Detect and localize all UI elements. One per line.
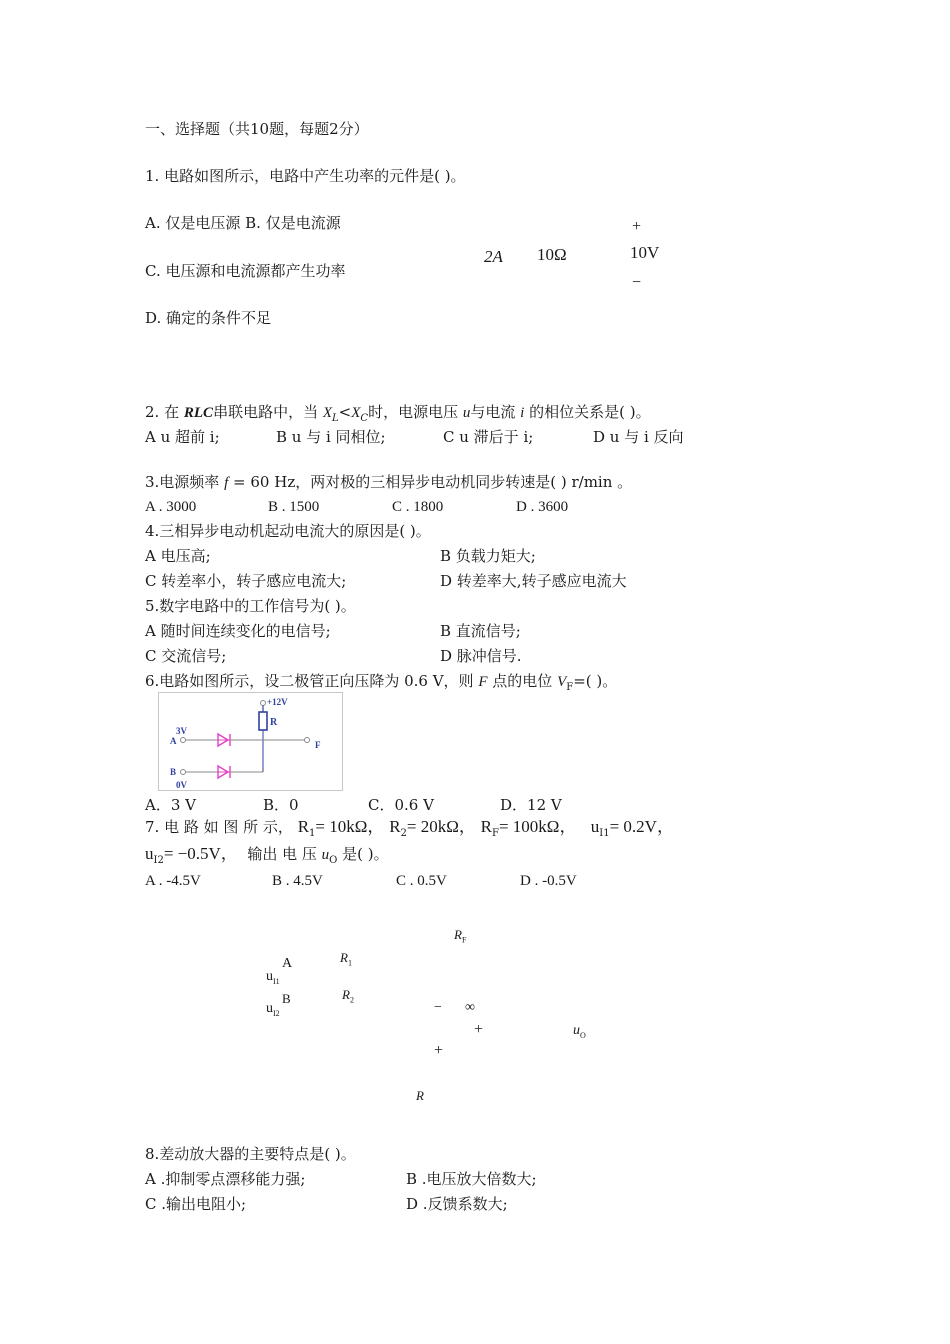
q2-option-c: C u 滞后于 i; (443, 428, 534, 446)
q2-stem-d: 与电流 (470, 403, 516, 421)
q7-stem-a: 7. 电 路 如 图 所 示， (145, 818, 293, 836)
q1-figure-minus: − (632, 274, 642, 291)
q2-xl: X (322, 405, 333, 421)
q7-option-c: C . 0.5V (396, 873, 447, 889)
q7-ui2-sub: I2 (153, 855, 164, 866)
q7-fig-rf-sub: F (461, 935, 467, 945)
q6-fig-a-label: A (170, 736, 177, 746)
q2-stem-c: 时，电源电压 (368, 403, 459, 421)
q6-fig-b-label: B (170, 767, 177, 777)
q7-fig-plus-out: + (474, 1021, 484, 1038)
q4-option-c: C 转差率小，转子感应电流大; (145, 572, 347, 590)
q2-xl-sub: L (332, 413, 339, 424)
q7-r1-sub: 1 (309, 828, 316, 839)
q7-fig-r: R (416, 1088, 424, 1103)
q7-fig-ui1-letter: u (266, 969, 273, 984)
q6-option-b: B．0 (263, 796, 299, 814)
q2-rlc: RLC (183, 405, 214, 421)
q7-stem-line1 (145, 818, 674, 843)
q7-ui1-sub: I1 (599, 828, 610, 839)
q7-rf-value: = 100kΩ， (498, 817, 577, 836)
q7-fig-r1-sub: 1 (347, 958, 352, 968)
q7-stem-c: 是( )。 (342, 845, 389, 863)
q3-stem (145, 473, 632, 492)
q7-r2-value: = 20kΩ， (406, 817, 476, 836)
q7-ui2: u (145, 844, 154, 863)
q7-fig-ui1 (266, 968, 280, 991)
q6-fig-3v-label: 3V (176, 726, 187, 736)
q7-uo: u (321, 847, 330, 863)
q6-fig-0v-label: 0V (176, 780, 187, 790)
q2-stem-a: 2. 在 (145, 403, 180, 421)
q7-ui2-value: = −0.5V， (163, 844, 238, 863)
q1-option-ab: A. 仅是电压源 B. 仅是电流源 (145, 214, 341, 232)
q7-fig-ui2-sub: I2 (273, 1008, 280, 1018)
q5-option-c: C 交流信号; (145, 647, 227, 665)
q7-fig-plus-in: + (434, 1042, 444, 1059)
q6-fig-f-label: F (315, 740, 321, 750)
q1-figure-voltage: 10V (630, 243, 660, 262)
q7-fig-r2 (342, 986, 354, 1010)
q5-option-b: B 直流信号; (440, 622, 521, 640)
q6-option-c: C．0.6 V (368, 796, 434, 814)
q7-option-b: B . 4.5V (272, 873, 323, 889)
q6-fig-vcc-label: +12V (267, 697, 288, 707)
q7-fig-rf-letter: R (454, 927, 462, 942)
q7-r2: R (389, 817, 401, 836)
q2-lt: < (338, 403, 352, 421)
q2-option-b: B u 与 i 同相位; (276, 428, 386, 446)
q1-figure-plus: + (632, 218, 642, 235)
q6-f: F (478, 674, 488, 690)
q4-option-a: A 电压高; (145, 547, 211, 565)
q5-stem: 5.数字电路中的工作信号为( )。 (145, 597, 356, 615)
q7-fig-ui2 (266, 1000, 280, 1023)
q7-fig-uo-sub: O (580, 1030, 586, 1040)
q7-fig-r1-letter: R (340, 950, 348, 965)
q6-option-d: D．12 V (500, 796, 562, 814)
q6-stem-a: 6.电路如图所示，设二极管正向压降为 0.6 V，则 (145, 672, 474, 690)
q3-stem-b: = 60 Hz，两对极的三相异步电动机同步转速是( ) r/min 。 (233, 473, 633, 491)
q7-fig-node-a: A (282, 956, 293, 971)
q3-f: f (224, 475, 229, 491)
q7-stem-b: 输出 电 压 (247, 845, 317, 863)
q7-r2-sub: 2 (400, 828, 407, 839)
q6-fig-resistor (259, 712, 267, 730)
q6-fig-r-label: R (270, 717, 278, 728)
q3-stem-a: 3.电源频率 (145, 473, 220, 491)
q1-option-d: D. 确定的条件不足 (145, 309, 272, 327)
q1-stem: 1. 电路如图所示，电路中产生功率的元件是( )。 (145, 167, 466, 185)
q4-option-d: D 转差率大,转子感应电流大 (440, 572, 627, 590)
q7-r1: R (297, 817, 310, 836)
q7-fig-ui1-sub: I1 (273, 976, 280, 986)
q7-fig-r1 (340, 949, 352, 973)
q6-v: V (557, 674, 567, 690)
q1-option-c: C. 电压源和电流源都产生功率 (145, 262, 346, 280)
q6-option-a: A．3 V (145, 796, 196, 814)
q7-fig-uo-letter: u (573, 1023, 580, 1038)
q7-fig-node-b: B (282, 991, 291, 1006)
q5-option-d: D 脉冲信号. (440, 647, 522, 665)
q2-stem-e: 的相位关系是( )。 (529, 403, 651, 421)
q7-fig-r2-sub: 2 (349, 995, 354, 1005)
q6-stem-b: 点的电位 (492, 672, 553, 690)
q6-v-sub: F (566, 682, 574, 693)
q7-rf-sub: F (492, 828, 499, 839)
q8-stem: 8.差动放大器的主要特点是( )。 (145, 1145, 356, 1163)
q2-option-d: D u 与 i 反向 (593, 428, 684, 446)
q8-option-d: D .反馈系数大; (406, 1195, 508, 1213)
q7-stem-line2 (145, 845, 389, 870)
q7-ui1-value: = 0.2V， (609, 817, 674, 836)
section-title: 一、选择题（共10题，每题2分） (145, 120, 369, 138)
q3-option-a: A . 3000 (145, 499, 197, 515)
q7-fig-ui2-letter: u (266, 1001, 273, 1016)
q7-fig-r2-letter: R (342, 987, 350, 1002)
q7-fig-minus: − (434, 1000, 442, 1015)
q2-i: i (520, 405, 525, 421)
q2-stem (145, 403, 651, 428)
q3-option-b: B . 1500 (268, 499, 320, 515)
q2-stem-b: 串联电路中，当 (213, 403, 319, 421)
q6-circuit-diagram (158, 692, 344, 792)
q4-stem: 4.三相异步电动机起动电流大的原因是( )。 (145, 522, 431, 540)
q2-u: u (462, 405, 471, 421)
q7-fig-uo (573, 1022, 586, 1045)
q7-uo-sub: O (329, 855, 338, 866)
q2-option-a: A u 超前 i; (145, 428, 220, 446)
q2-xc-sub: C (360, 413, 369, 424)
q5-option-a: A 随时间连续变化的电信号; (145, 622, 331, 640)
q7-fig-rf (454, 926, 466, 950)
q1-figure-resistor: 10Ω (537, 245, 567, 264)
q8-option-c: C .输出电阻小; (145, 1195, 247, 1213)
q2-xc: X (351, 405, 361, 421)
q3-option-d: D . 3600 (516, 499, 569, 515)
q7-option-a: A . -4.5V (145, 873, 201, 889)
q8-option-b: B .电压放大倍数大; (406, 1170, 537, 1188)
q7-r1-value: = 10kΩ， (315, 817, 385, 836)
q3-option-c: C . 1800 (392, 499, 444, 515)
q8-option-a: A .抑制零点漂移能力强; (145, 1170, 306, 1188)
q7-rf: R (480, 817, 493, 836)
q7-option-d: D . -0.5V (520, 873, 577, 889)
q1-figure-current: 2A (484, 247, 503, 266)
q7-fig-infinity: ∞ (465, 1000, 475, 1015)
q7-ui1: u (590, 817, 600, 836)
q4-option-b: B 负载力矩大; (440, 547, 536, 565)
q6-stem-c: =( )。 (573, 672, 618, 690)
